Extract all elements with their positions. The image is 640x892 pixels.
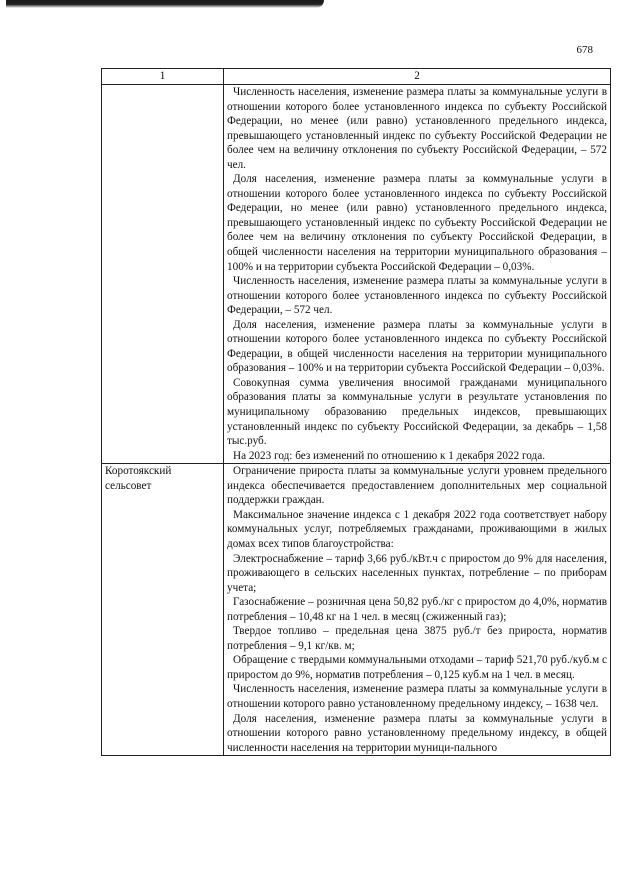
- paragraph: Численность населения, изменение размера платы за коммунальные услуги в отношении которого равно установленному предельному индексу, – 1638 чел.: [227, 683, 607, 710]
- document-table: [101, 68, 611, 756]
- paragraph: Обращение с твердыми коммунальными отходами – тариф 521,70 руб./куб.м с приростом до 9%, норматив потребления – 0,125 куб.м на 1 чел. в месяц.: [227, 654, 607, 681]
- paragraph: Ограничение прироста платы за коммунальные услуги уровнем предельного индекса обеспечивается предоставлением дополнительных мер социальной поддержки граждан.: [227, 465, 607, 507]
- page-number: 678: [576, 44, 593, 56]
- table-header-row: [102, 69, 611, 85]
- paragraph: Твердое топливо – предельная цена 3875 руб./т без прироста, норматив потребления – 9,1 кг/кв. м;: [227, 625, 607, 652]
- municipality-name-cell: Коротоякский сельсовет: [102, 464, 224, 756]
- municipality-name-cell: [102, 85, 224, 464]
- paragraph: Доля населения, изменение размера платы за коммунальные услуги в отношении которого более установленного индекса по субъекту Российской Федерации, но менее (или равно) установленного предельного индекса, превышающего установленный индекс по субъекту Российской Федерации не более чем на величину отклонения по субъекту Российской Федерации, в общей численности населения на территории муниципального образования – 100% и на территории субъекта Российской Федерации – 0,03%.: [227, 173, 607, 273]
- paragraph: Максимальное значение индекса с 1 декабря 2022 года соответствует набору коммунальных услуг, потребляемых гражданами, проживающими в жилых домах всех типов благоустройства:: [227, 508, 607, 550]
- table-row: [102, 85, 611, 464]
- column-header-1: 1: [102, 69, 224, 85]
- paragraph: Совокупная сумма увеличения вносимой гражданами муниципального образования платы за коммунальные услуги в результате установления по муниципальному образованию предельных индексов, превышающих установленный индекс по субъекту Российской Федерации, за декабрь – 1,58 тыс.руб.: [227, 376, 607, 448]
- paragraph: Газоснабжение – розничная цена 50,82 руб./кг с приростом до 4,0%, норматив потребления – 10,48 кг на 1 чел. в месяц (сжиженный газ);: [227, 596, 607, 623]
- scan-edge-shadow: [6, 0, 324, 8]
- description-cell: [224, 85, 611, 464]
- paragraph: Доля населения, изменение размера платы за коммунальные услуги в отношении которого равно установленному предельному индексу, в общей численности населения на территории муници-пального: [227, 712, 607, 754]
- paragraph: На 2023 год: без изменений по отношению к 1 декабря 2022 года.: [233, 449, 546, 462]
- paragraph: Численность населения, изменение размера платы за коммунальные услуги в отношении которого более установленного индекса по субъекту Российской Федерации, – 572 чел.: [227, 275, 607, 317]
- description-cell: [224, 464, 611, 756]
- table-row: [102, 464, 611, 756]
- paragraph: Электроснабжение – тариф 3,66 руб./кВт.ч с приростом до 9% для населения, проживающего в сельских населенных пунктах, потребление – по приборам учета;: [227, 552, 607, 594]
- paragraph: Доля населения, изменение размера платы за коммунальные услуги в отношении которого более установленного индекса по субъекту Российской Федерации, в общей численности населения на территории муниципального образования – 100% и на территории субъекта Российской Федерации – 0,03%.: [227, 318, 607, 375]
- column-header-2: 2: [224, 69, 611, 85]
- paragraph: Численность населения, изменение размера платы за коммунальные услуги в отношении которого более установленного индекса по субъекту Российской Федерации, но менее (или равно) установленного предельного индекса, превышающего установленный индекс по субъекту Российской Федерации не более чем на величину отклонения по субъекту Российской Федерации, – 572 чел.: [227, 86, 607, 171]
